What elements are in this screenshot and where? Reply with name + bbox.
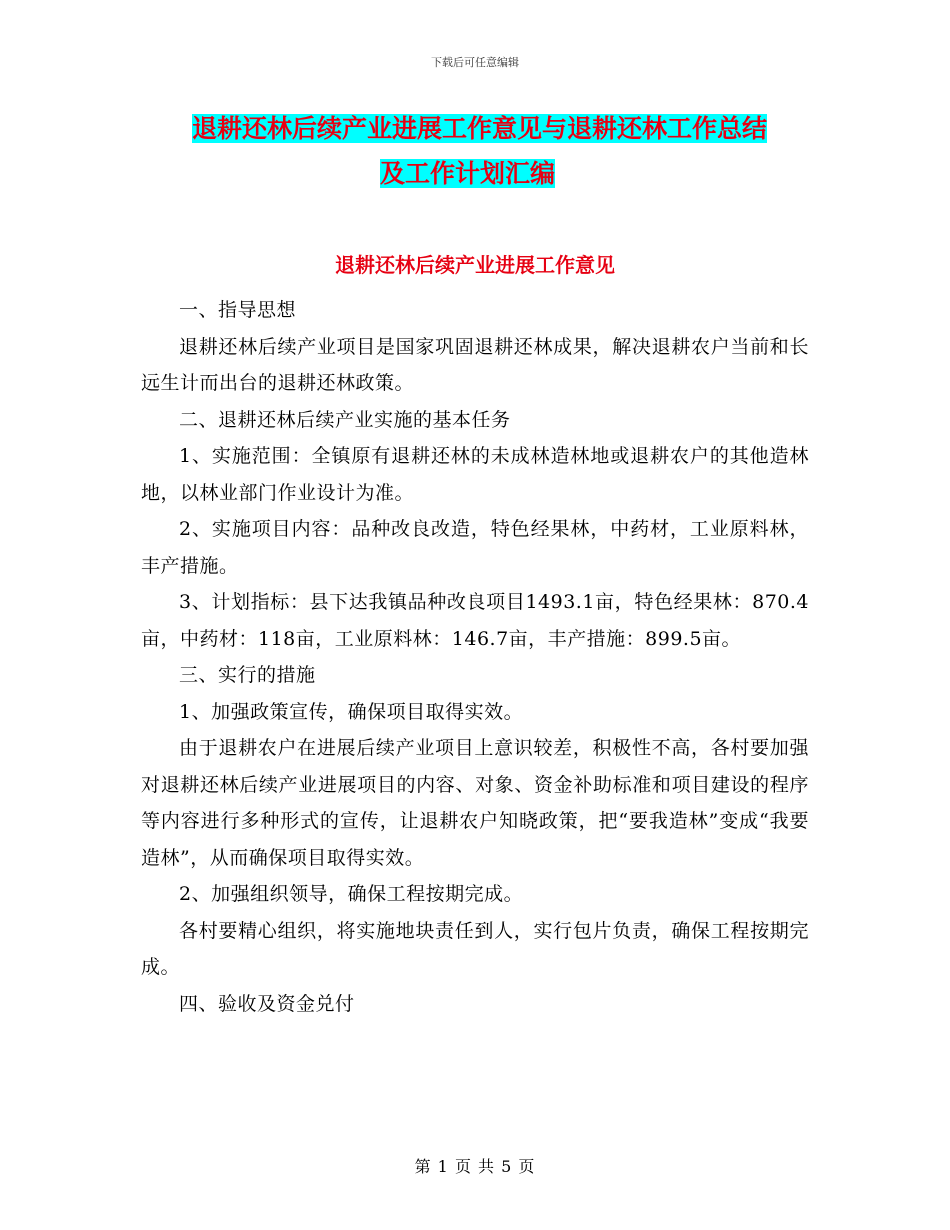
document-title-line-1 bbox=[192, 112, 767, 146]
paragraph-heading-1: 一、指导思想 bbox=[179, 299, 297, 321]
paragraph: 各村要精心组织，将实施地块责任到人，实行包片负责，确保工程按期完成。 bbox=[141, 919, 809, 978]
paragraph: 退耕还林后续产业项目是国家巩固退耕还林成果，解决退耕农户当前和长远生计而出台的退耕还林政策。 bbox=[141, 335, 809, 394]
document-body bbox=[141, 292, 809, 1022]
paragraph-heading-3: 三、实行的措施 bbox=[179, 664, 316, 686]
paragraph-heading-4: 四、验收及资金兑付 bbox=[179, 992, 355, 1015]
paragraph: 2、加强组织领导，确保工程按期完成。 bbox=[179, 883, 524, 905]
document-title-line-2 bbox=[380, 157, 555, 191]
paragraph: 3、计划指标：县下达我镇品种改良项目1493.1亩，特色经果林：870.4亩，中药材：118亩，工业原料林：146.7亩，丰产措施：899.5亩。 bbox=[141, 591, 809, 650]
paragraph: 2、实施项目内容：品种改良改造，特色经果林，中药材，工业原料林，丰产措施。 bbox=[141, 518, 809, 577]
document-title-text-2: 及工作计划汇编 bbox=[380, 159, 556, 188]
page-footer: 第 1 页 共 5 页 bbox=[414, 1157, 536, 1176]
paragraph: 1、实施范围：全镇原有退耕还林的未成林造林地或退耕农户的其他造林地，以林业部门作业设计为准。 bbox=[141, 445, 809, 504]
header-note: 下载后可任意编辑 bbox=[431, 56, 519, 69]
section-title: 退耕还林后续产业进展工作意见 bbox=[335, 253, 615, 277]
paragraph: 由于退耕农户在进展后续产业项目上意识较差，积极性不高，各村要加强对退耕还林后续产业进展项目的内容、对象、资金补助标准和项目建设的程序等内容进行多种形式的宣传，让退耕农户知晓政策，把“要我造林”变成“我要造林”，从而确保项目取得实效。 bbox=[141, 737, 809, 869]
paragraph-heading-2: 二、退耕还林后续产业实施的基本任务 bbox=[179, 408, 511, 431]
paragraph: 1、加强政策宣传，确保项目取得实效。 bbox=[179, 700, 524, 723]
document-title-text-1: 退耕还林后续产业进展工作意见与退耕还林工作总结 bbox=[192, 114, 768, 143]
